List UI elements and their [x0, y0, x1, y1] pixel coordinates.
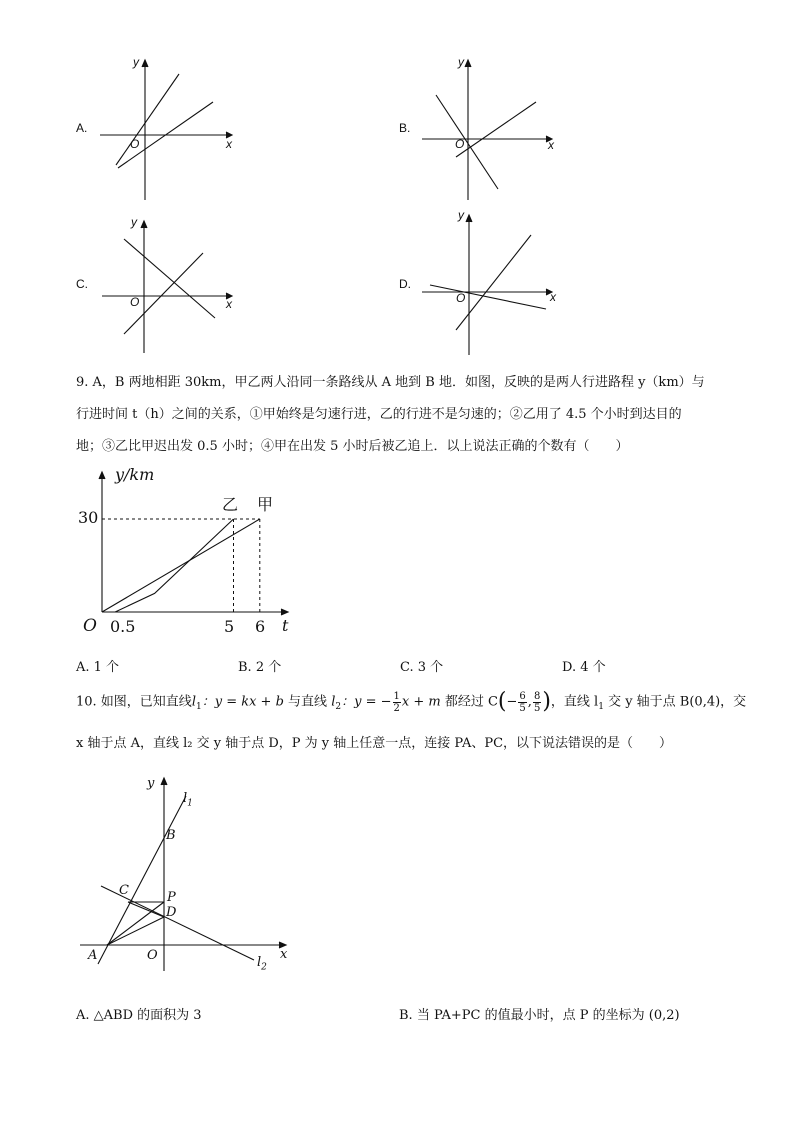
- point-D-label: D: [166, 905, 177, 920]
- option-letter: D.: [399, 277, 411, 291]
- origin-label: O: [455, 137, 465, 151]
- y-axis-label: y: [131, 215, 137, 229]
- after-c: ，直线 l: [550, 694, 599, 710]
- c-minus: −: [506, 694, 518, 710]
- option-letter: C.: [76, 277, 88, 291]
- y-arrow: [466, 215, 472, 222]
- graph-a: [90, 55, 290, 215]
- q10-text-line2: x 轴于点 A，直线 l₂ 交 y 轴于点 D，P 为 y 轴上任意一点，连接 PA、PC，以下说法错误的是（ ）: [76, 736, 673, 751]
- origin-label: O: [130, 295, 140, 309]
- option-letter: B.: [399, 121, 411, 135]
- fig-l1-label: $l_1$: [183, 791, 193, 809]
- l2-equation-pre: ：y = −: [341, 694, 392, 710]
- q10-intro: 10. 如图，已知直线: [76, 694, 192, 710]
- line-l1: [98, 796, 186, 964]
- c-comma: ,: [527, 694, 532, 710]
- series-line-yi: [115, 519, 233, 612]
- graph-b: [410, 55, 610, 215]
- after-c2: 交 y 轴于点 B(0,4)，交: [603, 694, 747, 710]
- x-arrow: [281, 609, 288, 615]
- l1-name: l: [191, 694, 196, 710]
- y-axis-label: y/km: [115, 465, 155, 484]
- q9-distance-time-chart: [78, 462, 308, 642]
- l1-equation: ：y = kx + b: [201, 694, 284, 710]
- origin-label: O: [130, 137, 140, 151]
- q9-text-line1: 9. A，B 两地相距 30km，甲乙两人沿同一条路线从 A 地到 B 地．如图，反映的是两人行进路程 y（km）与: [76, 375, 705, 390]
- origin-label: O: [456, 291, 466, 305]
- q9-text-line3: 地；③乙比甲迟出发 0.5 小时；④甲在出发 5 小时后被乙追上．以上说法正确的个数有（ ）: [76, 439, 629, 454]
- q9-option-d[interactable]: D. 4 个: [562, 660, 606, 675]
- x-axis-label: x: [550, 290, 556, 304]
- fig-l2-label: $l_2$: [257, 955, 267, 973]
- c-y-fraction: $\frac{8}{5}$: [533, 690, 541, 714]
- point-A-label: A: [88, 948, 98, 963]
- x-axis-label: t: [282, 616, 289, 635]
- after-c-subscript: 1: [598, 702, 604, 713]
- series-label-yi: 乙: [222, 495, 239, 514]
- fig-y-label: y: [147, 776, 155, 791]
- graph-c: [90, 215, 290, 375]
- line-1: [116, 74, 179, 165]
- x-axis-label: x: [548, 138, 554, 152]
- q10-option-a[interactable]: A. △ABD 的面积为 3: [76, 1008, 202, 1023]
- point-O-label: O: [147, 948, 158, 963]
- y-arrow: [99, 472, 105, 479]
- c-x-fraction: $\frac{6}{5}$: [519, 690, 526, 714]
- tick-label-0.5: 0.5: [110, 617, 136, 636]
- y-arrow: [141, 221, 147, 228]
- y-arrow: [161, 778, 167, 785]
- line-2: [124, 253, 203, 334]
- q9-text-line2: 行进时间 t（h）之间的关系，①甲始终是匀速行进，乙的行进不是匀速的；②乙用了 4.5 个小时到达目的: [76, 407, 682, 422]
- q9-option-c[interactable]: C. 3 个: [400, 660, 444, 675]
- l2-subscript: 2: [335, 702, 342, 713]
- series-line-jia: [102, 519, 260, 612]
- line-1: [456, 235, 531, 330]
- q10-option-b[interactable]: B. 当 PA+PC 的值最小时，点 P 的坐标为 (0,2): [399, 1008, 680, 1023]
- y-arrow: [465, 60, 471, 67]
- tick-label-5: 5: [224, 617, 235, 636]
- x-axis-label: x: [226, 137, 232, 151]
- graph-d: [410, 210, 610, 370]
- q9-option-a[interactable]: A. 1 个: [76, 660, 120, 675]
- pass-text: 都经过 C: [440, 694, 498, 710]
- point-P-label: P: [167, 890, 176, 905]
- y-axis-label: y: [133, 55, 139, 69]
- l1-subscript: 1: [195, 702, 202, 713]
- q10-text-line1: [76, 688, 746, 721]
- option-letter: A.: [76, 121, 88, 135]
- segment-CD: [128, 902, 164, 917]
- y-axis-label: y: [458, 208, 464, 222]
- fig-x-label: x: [280, 947, 288, 962]
- q9-option-b[interactable]: B. 2 个: [238, 660, 282, 675]
- series-label-jia: 甲: [257, 495, 274, 514]
- y-arrow: [142, 60, 148, 67]
- line-1: [436, 95, 498, 189]
- point-B-label: B: [166, 828, 176, 843]
- origin-label: O: [83, 616, 97, 636]
- half-fraction: $\frac{1}{2}$: [393, 690, 400, 714]
- l2-name: l: [331, 694, 336, 710]
- point-C-label: C: [119, 883, 129, 898]
- paren-close: ): [542, 689, 551, 714]
- tick-label-6: 6: [255, 617, 266, 636]
- l2-equation-post: x + m: [401, 694, 441, 710]
- x-axis-label: x: [226, 297, 232, 311]
- y-axis-label: y: [458, 55, 464, 69]
- paren-open: (: [497, 689, 507, 714]
- tick-label-30: 30: [78, 508, 99, 527]
- and-text: 与直线: [283, 694, 332, 710]
- segment-PA: [107, 902, 164, 945]
